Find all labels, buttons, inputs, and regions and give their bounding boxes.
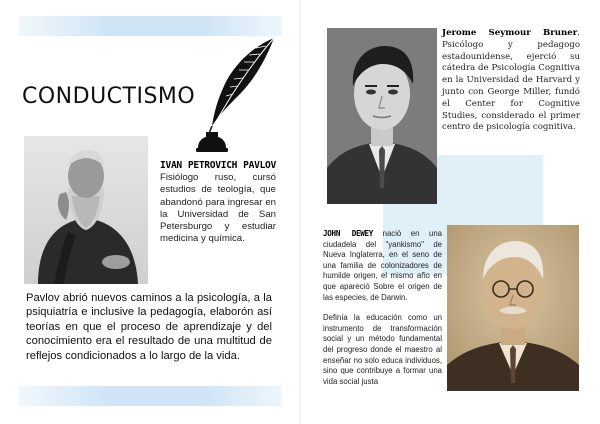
bruner-bio (442, 28, 580, 134)
bruner-name: Jerome Seymour Bruner (442, 28, 578, 38)
top-blue-band (18, 16, 282, 36)
pavlov-paragraph: Pavlov abrió nuevos caminos a la psicología, a la psiquiatría e inclusive la pedagogía, elaborón así teorías en que el proceso de aprendizaje y del conocimiento era el resultado de una multitud de reflejos condicionados a lo largo de la vida. (26, 292, 272, 362)
bruner-bio-text: . Psicólogo y pedagogo estadounidense, ejerció su cátedra de Psicología Cognitiva en la Universidad de Harvard y junto con George Miller, fundó el Center for Cognitive Studies, considerado el primer centro de psicología cognitiva. (442, 28, 580, 133)
bruner-portrait (327, 28, 437, 204)
bottom-blue-band (18, 386, 282, 406)
dewey-name: JOHN DEWEY (323, 229, 374, 238)
fold-line (299, 0, 301, 424)
dewey-portrait (447, 225, 579, 391)
dewey-bio-text: nació en una ciudadela del "yankismo" de Nueva Inglaterra, en el seno de una familia de colonizadores de humilde origen, el mismo año en que apareció Sobre el origen de las especies, de Darwin. (323, 229, 443, 302)
pavlov-name: IVAN PETROVICH PAVLOV (160, 160, 276, 171)
pavlov-bio-text: Fisiólogo ruso, cursó estudios de teología, que abandonó para ingresar en la Universidad de San Petersburgo y estudiar medicina y química. (160, 172, 276, 245)
quill-inkwell-icon (194, 36, 280, 154)
pavlov-bio (160, 160, 276, 245)
page-title: CONDUCTISMO (22, 84, 196, 109)
dewey-education-paragraph: Definía la educación como un instrumento de transformación social y un método fundamental del progreso donde el maestro al enseñar no solo educa individuos, sino que contribuye a formar una vida social justa (323, 313, 442, 386)
dewey-bio (323, 229, 442, 387)
pavlov-portrait (24, 136, 148, 284)
dewey-bio-paragraph (323, 229, 442, 303)
